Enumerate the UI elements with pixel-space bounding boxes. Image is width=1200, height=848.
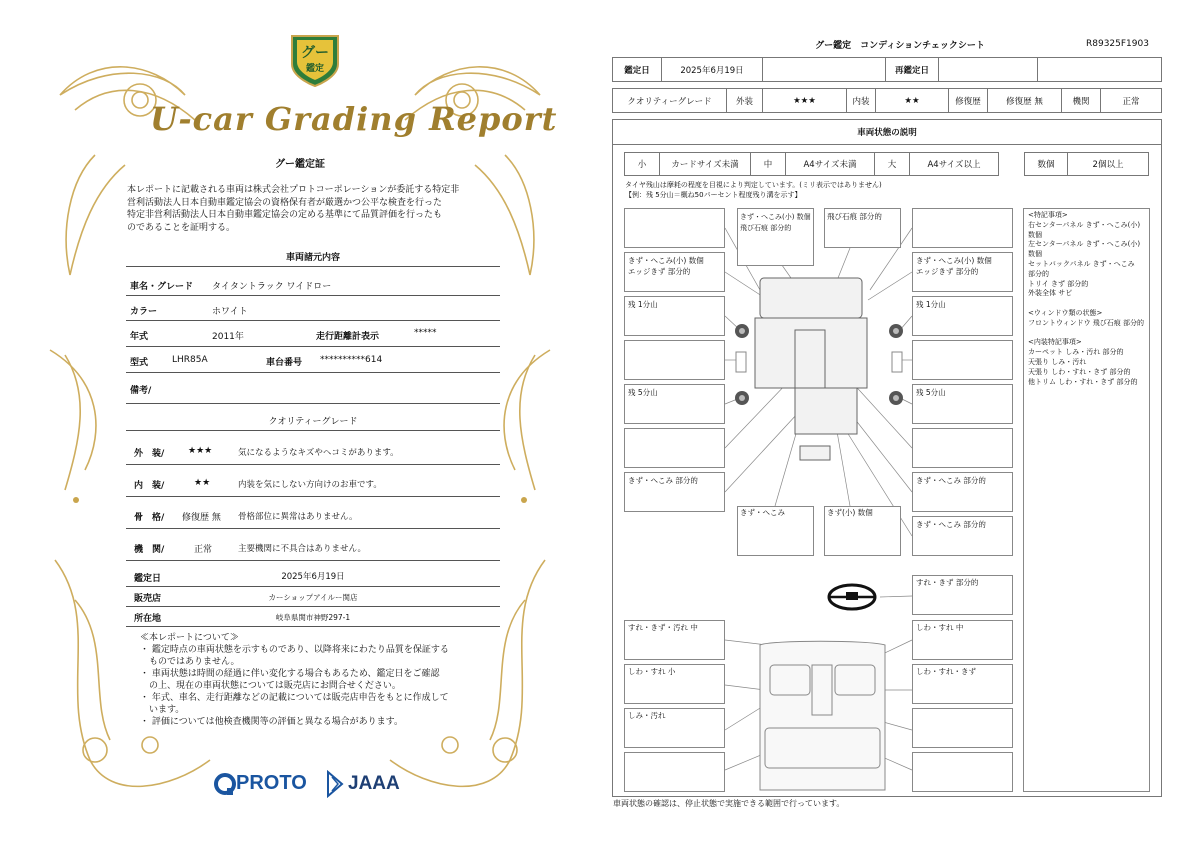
proto-logo-icon bbox=[214, 772, 236, 796]
quality-row bbox=[126, 500, 500, 529]
spec-label: 走行距離計表示 bbox=[316, 332, 380, 342]
legend-count: 数個 bbox=[1024, 152, 1068, 176]
note-line: の上、現在の車両状態については販売店にお問合せください。 bbox=[140, 681, 401, 691]
sheet-title: グー鑑定 コンディションチェックシート bbox=[815, 41, 985, 51]
damage-note: 飛び石痕 部分的 bbox=[740, 224, 792, 232]
badge-bottom-text: 鑑定 bbox=[305, 64, 324, 74]
goo-kantei-badge bbox=[288, 30, 342, 88]
damage-note: エッジきず 部分的 bbox=[916, 267, 979, 276]
interior-note: すれ・きず・汚れ 中 bbox=[628, 623, 698, 632]
spec-label: カラー bbox=[130, 307, 158, 317]
exterior-label: 外装 bbox=[726, 88, 763, 113]
appraisal-value: 岐阜県関市神野297-1 bbox=[275, 613, 351, 622]
sheet-code: R89325F1903 bbox=[1086, 39, 1149, 49]
remark-line: 天張り しみ・汚れ bbox=[1028, 357, 1087, 366]
tire-remaining: 残 1分山 bbox=[628, 300, 658, 309]
repair-label: 修復歴 bbox=[948, 88, 988, 113]
legend-large: 大 bbox=[874, 152, 910, 176]
footer-note: 車両状態の確認は、停止状態で実施できる範囲で行っています。 bbox=[613, 799, 845, 808]
quality-grade: 修復歴 無 bbox=[182, 513, 221, 523]
damage-note: きず・へこみ 部分的 bbox=[916, 520, 986, 529]
damage-box bbox=[912, 208, 1013, 248]
report-title: U-car Grading Report bbox=[150, 100, 558, 138]
interior-note: しわ・すれ 中 bbox=[916, 623, 964, 632]
steering-note: すれ・きず 部分的 bbox=[916, 578, 979, 587]
notes-title: ≪本レポートについて≫ bbox=[140, 633, 239, 643]
damage-box bbox=[624, 208, 725, 248]
reappraisal-label: 再鑑定日 bbox=[885, 57, 939, 82]
damage-box bbox=[912, 708, 1013, 748]
jaaa-logo-icon bbox=[326, 770, 344, 798]
remark-line: 天張り しわ・すれ・きず 部分的 bbox=[1028, 367, 1131, 376]
quality-text: 主要機関に不具合はありません。 bbox=[238, 544, 367, 554]
appraisal-label: 所在地 bbox=[134, 614, 162, 624]
legend-medium: 中 bbox=[750, 152, 786, 176]
quality-row bbox=[126, 532, 500, 561]
date-value: 2025年6月19日 bbox=[661, 57, 763, 82]
note-line: ・ 鑑定時点の車両状態を示すものであり、以降将来にわたり品質を保証する bbox=[140, 645, 449, 655]
remark-line: <内装特記事項> bbox=[1028, 338, 1082, 347]
remark-line: カーペット しみ・汚れ 部分的 bbox=[1028, 348, 1124, 357]
spec-label: 備考/ bbox=[130, 386, 152, 396]
damage-note: エッジきず 部分的 bbox=[628, 267, 691, 276]
interior-note: しみ・汚れ bbox=[628, 711, 666, 720]
remark-line: <ウィンドウ類の状態> bbox=[1028, 308, 1103, 317]
certificate-title: グー鑑定証 bbox=[275, 159, 325, 170]
remark-line: トリイ きず 部分的 bbox=[1028, 279, 1089, 288]
legend-large-desc: A4サイズ以上 bbox=[909, 152, 999, 176]
tire-note: 【例：残 5分山＝概ね50パーセント程度残り溝を示す】 bbox=[625, 191, 802, 199]
cert-line: 特定非営利活動法人日本自動車鑑定協会の定める基準にて品質評価を行ったも bbox=[127, 210, 443, 220]
spec-row-color bbox=[126, 296, 500, 321]
damage-box bbox=[624, 340, 725, 380]
damage-box bbox=[912, 340, 1013, 380]
appraisal-value: カーショップアイルー関店 bbox=[268, 593, 358, 602]
appraisal-label: 鑑定日 bbox=[134, 574, 162, 584]
damage-note: きず・へこみ(小) 数個 bbox=[740, 213, 811, 221]
spec-section-title: 車両諸元内容 bbox=[285, 253, 340, 263]
spec-value: ***** bbox=[414, 328, 437, 338]
quality-grade-label: クオリティーグレード bbox=[612, 88, 727, 113]
damage-note: きず・へこみ(小) 数個 bbox=[628, 256, 704, 265]
damage-box bbox=[912, 428, 1013, 468]
note-line: います。 bbox=[140, 705, 185, 715]
quality-grade: ★★ bbox=[194, 478, 211, 488]
damage-note: きず・へこみ 部分的 bbox=[628, 476, 698, 485]
remarks-list bbox=[1028, 211, 1150, 387]
report-notes bbox=[140, 632, 500, 728]
remark-line: 数個 bbox=[1028, 230, 1042, 239]
certificate-body bbox=[127, 184, 497, 234]
quality-section-title: クオリティーグレード bbox=[268, 417, 358, 427]
interior-note: しわ・すれ・きず bbox=[916, 667, 976, 676]
spec-value: ホワイト bbox=[212, 307, 248, 317]
quality-grade: 正常 bbox=[194, 545, 213, 555]
note-line: ・ 車両状態は時間の経過に伴い変化する場合もあるため、鑑定日をご確認 bbox=[140, 669, 440, 679]
remarks-panel bbox=[1023, 208, 1150, 792]
quality-text: 骨格部位に異常はありません。 bbox=[238, 512, 358, 522]
spec-label: 年式 bbox=[130, 332, 149, 342]
spec-value: LHR85A bbox=[172, 355, 208, 365]
spec-label: 車名・グレード bbox=[130, 282, 194, 292]
cert-line: 営利活動法人日本自動車鑑定協会の資格保有者が厳選かつ公平な検査を行った bbox=[127, 197, 443, 208]
appraisal-date-row bbox=[126, 566, 500, 587]
appraisal-value: 2025年6月19日 bbox=[281, 572, 345, 582]
badge-top-text: グー bbox=[301, 45, 329, 61]
engine-value: 正常 bbox=[1100, 88, 1162, 113]
quality-label: 内 装/ bbox=[134, 481, 165, 491]
section-title: 車両状態の説明 bbox=[612, 119, 1162, 145]
interior-label: 内装 bbox=[846, 88, 876, 113]
remark-spacer bbox=[1028, 299, 1150, 309]
jaaa-logo-text: JAAA bbox=[348, 773, 400, 794]
legend-count-desc: 2個以上 bbox=[1067, 152, 1149, 176]
damage-note: きず(小) 数個 bbox=[827, 508, 873, 517]
damage-note: 飛び石痕 部分的 bbox=[827, 212, 882, 221]
proto-logo-text: PROTO bbox=[236, 772, 307, 794]
spec-label: 型式 bbox=[130, 358, 149, 368]
quality-text: 内装を気にしない方向けのお車です。 bbox=[238, 480, 382, 490]
repair-value: 修復歴 無 bbox=[987, 88, 1062, 113]
steering-wheel-icon bbox=[829, 585, 875, 609]
spec-value: タイタントラック ワイドロー bbox=[212, 282, 332, 292]
damage-box bbox=[912, 752, 1013, 792]
remark-line: 他トリム しわ・すれ・きず 部分的 bbox=[1028, 377, 1138, 386]
condition-check-sheet bbox=[600, 0, 1200, 848]
remark-spacer bbox=[1028, 329, 1150, 339]
engine-label: 機関 bbox=[1061, 88, 1101, 113]
quality-row bbox=[126, 436, 500, 465]
divider bbox=[126, 266, 500, 267]
shop-row bbox=[126, 588, 500, 607]
note-line: ものではありません。 bbox=[140, 657, 240, 667]
spec-row-remarks bbox=[126, 373, 500, 404]
spec-value: 2011年 bbox=[212, 332, 244, 342]
tire-remaining: 残 1分山 bbox=[916, 300, 946, 309]
remark-line: フロントウィンドウ 飛び石痕 部分的 bbox=[1028, 318, 1145, 327]
divider bbox=[126, 430, 500, 431]
spec-row-year bbox=[126, 321, 500, 347]
address-row bbox=[126, 608, 500, 627]
remark-line: 部分的 bbox=[1028, 269, 1049, 278]
remark-line: 左センターパネル きず・へこみ(小) bbox=[1028, 240, 1141, 249]
quality-label: 骨 格/ bbox=[134, 513, 165, 523]
cert-line: 本レポートに記載される車両は株式会社プロトコーポレーションが委託する特定非 bbox=[127, 185, 460, 195]
damage-note: きず・へこみ(小) 数個 bbox=[916, 256, 992, 265]
note-line: ・ 年式、車名、走行距離などの記載については販売店申告をもとに作成して bbox=[140, 693, 449, 703]
note-line: ・ 評価については他検査機関等の評価と異なる場合があります。 bbox=[140, 717, 403, 727]
quality-text: 気になるようなキズやヘコミがあります。 bbox=[238, 448, 399, 458]
remark-line: 右センターパネル きず・へこみ(小) bbox=[1028, 220, 1141, 229]
legend-small: 小 bbox=[624, 152, 660, 176]
damage-note: きず・へこみ 部分的 bbox=[916, 476, 986, 485]
legend-medium-desc: A4サイズ未満 bbox=[785, 152, 875, 176]
interior-value: ★★ bbox=[875, 88, 949, 113]
damage-box bbox=[624, 428, 725, 468]
spec-row-model bbox=[126, 347, 500, 373]
tire-note: タイヤ残山は摩耗の程度を目視により判定しています。(ミリ表示ではありません) bbox=[625, 181, 882, 189]
remark-line: 外装全体 サビ bbox=[1028, 289, 1073, 298]
remark-line: 数個 bbox=[1028, 250, 1042, 259]
damage-box bbox=[624, 752, 725, 792]
date-label: 鑑定日 bbox=[612, 57, 662, 82]
quality-label: 外 装/ bbox=[134, 449, 165, 459]
tire-remaining: 残 5分山 bbox=[916, 388, 946, 397]
quality-grade: ★★★ bbox=[188, 446, 213, 456]
damage-note: きず・へこみ bbox=[740, 508, 785, 517]
tire-remaining: 残 5分山 bbox=[628, 388, 658, 397]
cert-line: のであることを証明する。 bbox=[127, 222, 236, 233]
quality-label: 機 関/ bbox=[134, 545, 165, 555]
interior-note: しわ・すれ 小 bbox=[628, 667, 676, 676]
spec-label: 車台番号 bbox=[266, 358, 303, 368]
legend-small-desc: カードサイズ未満 bbox=[659, 152, 751, 176]
remark-line: セットバックパネル きず・へこみ bbox=[1028, 259, 1135, 268]
logo-bar bbox=[214, 770, 414, 800]
spec-value: **********614 bbox=[320, 355, 383, 365]
spec-row-name bbox=[126, 270, 500, 296]
remark-line: <特記事項> bbox=[1028, 211, 1068, 219]
quality-row bbox=[126, 468, 500, 497]
appraisal-label: 販売店 bbox=[134, 594, 162, 604]
exterior-value: ★★★ bbox=[762, 88, 847, 113]
